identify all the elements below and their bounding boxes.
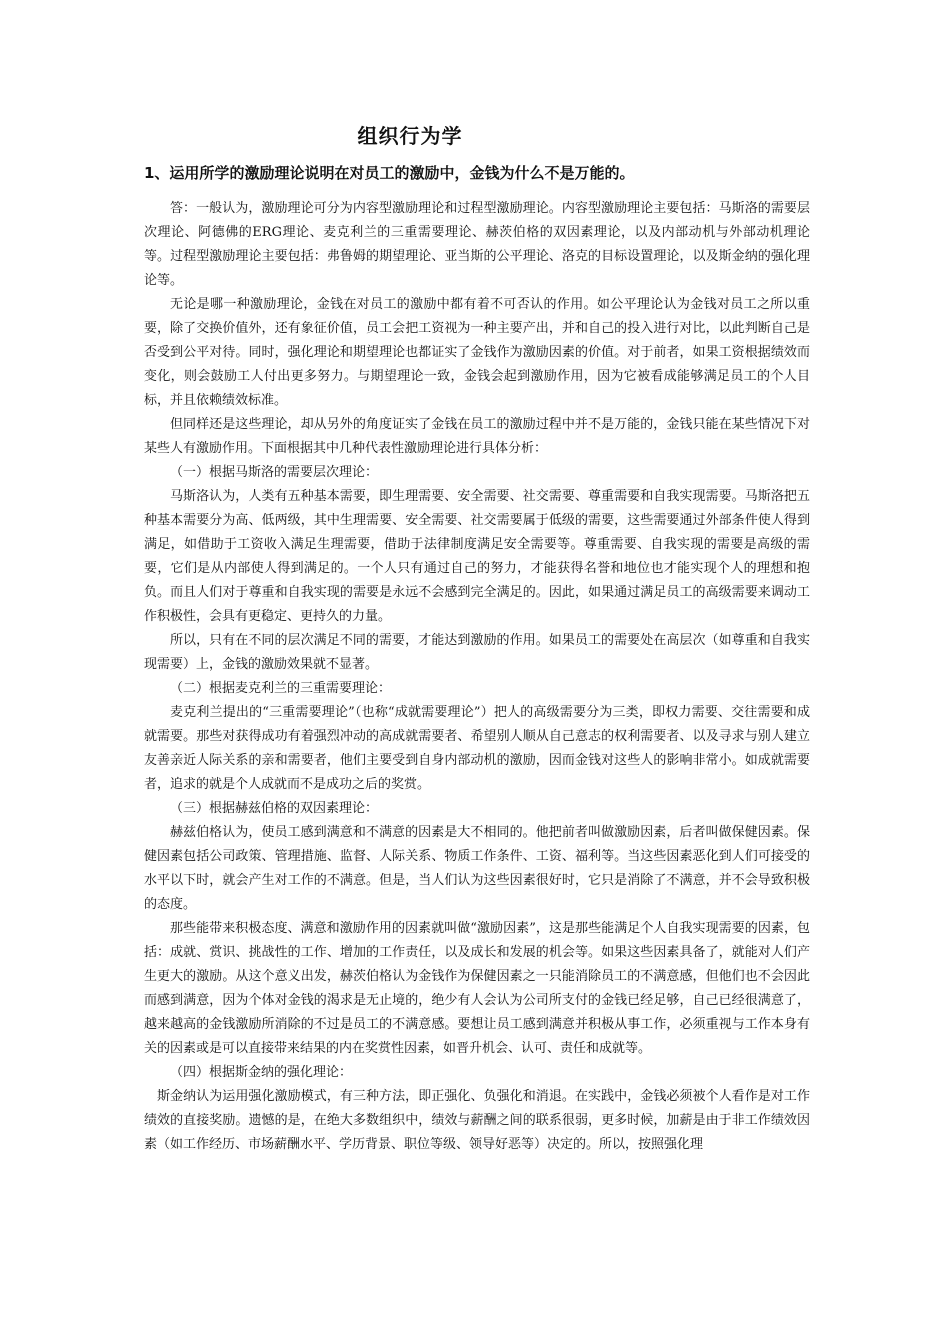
document-title: 组织行为学	[357, 124, 463, 148]
paragraph-not-omnipotent: 但同样还是这些理论，却从另外的角度证实了金钱在员工的激励过程中并不是万能的，金钱只能在某些情况下对某些人有激励作用。下面根据其中几种代表性激励理论进行具体分析：	[144, 417, 810, 456]
paragraph-maslow: 马斯洛认为，人类有五种基本需要，即生理需要、安全需要、社交需要、尊重需要和自我实现需要。马斯洛把五种基本需要分为高、低两级，其中生理需要、安全需要、社交需要属于低级的需要，这些需要通过外部条件使人得到满足，如借助于工资收入满足生理需要，借助于法律制度满足安全需要等。尊重需要、自我实现的需要是高级的需要，它们是从内部使人得到满足的。一个人只有通过自己的努力，才能获得名誉和地位也才能实现个人的理想和抱负。而且人们对于尊重和自我实现的需要是永远不会感到完全满足的。因此，如果通过满足员工的高级需要来调动工作积极性，会具有更稳定、更持久的力量。	[144, 489, 810, 624]
section-heading-mcclelland: （二）根据麦克利兰的三重需要理论：	[170, 681, 392, 696]
document-body	[144, 197, 810, 1157]
paragraph-herzberg-hygiene: 赫兹伯格认为，使员工感到满意和不满意的因素是大不相同的。他把前者叫做激励因素，后者叫做保健因素。保健因素包括公司政策、管理措施、监督、人际关系、物质工作条件、工资、福利等。当这些因素恶化到人们可接受的水平以下时，就会产生对工作的不满意。但是，当人们认为这些因素很好时，它只是消除了不满意，并不会导致积极的态度。	[144, 825, 810, 912]
paragraph-herzberg-motivators: 那些能带来积极态度、满意和激励作用的因素就叫做“激励因素”，这是那些能满足个人自我实现需要的因素，包括：成就、赏识、挑战性的工作、增加的工作责任，以及成长和发展的机会等。如果这些因素具备了，就能对人们产生更大的激励。从这个意义出发，赫茨伯格认为金钱作为保健因素之一只能消除员工的不满意感，但他们也不会因此而感到满意，因为个体对金钱的渴求是无止境的，绝少有人会认为公司所支付的金钱已经足够，自己已经很满意了，越来越高的金钱激励所消除的不过是员工的不满意感。要想让员工感到满意并积极从事工作，必须重视与工作本身有关的因素或是可以直接带来结果的内在奖赏性因素，如晋升机会、认可、责任和成就等。	[144, 921, 810, 1056]
section-heading-herzberg: （三）根据赫兹伯格的双因素理论：	[170, 801, 379, 816]
section-heading-skinner: （四）根据斯金纳的强化理论：	[170, 1065, 353, 1080]
section-heading-maslow: （一）根据马斯洛的需要层次理论：	[170, 465, 379, 480]
paragraph-skinner: 斯金纳认为运用强化激励模式，有三种方法，即正强化、负强化和消退。在实践中，金钱必须被个人看作是对工作绩效的直接奖励。遗憾的是，在绝大多数组织中，绩效与薪酬之间的联系很弱，更多时候，加薪是由于非工作绩效因素（如工作经历、市场薪酬水平、学历背景、职位等级、领导好恶等）决定的。所以，按照强化理	[144, 1089, 810, 1152]
question-heading: 1、运用所学的激励理论说明在对员工的激励中，金钱为什么不是万能的。	[144, 164, 635, 182]
paragraph-maslow-conclusion: 所以，只有在不同的层次满足不同的需要，才能达到激励的作用。如果员工的需要处在高层次（如尊重和自我实现需要）上，金钱的激励效果就不显著。	[144, 633, 810, 672]
paragraph-mcclelland: 麦克利兰提出的“三重需要理论”（也称“成就需要理论”）把人的高级需要分为三类，即权力需要、交往需要和成就需要。那些对获得成功有着强烈冲动的高成就需要者、希望别人顺从自己意志的权利需要者、以及寻求与别人建立友善亲近人际关系的亲和需要者，他们主要受到自身内部动机的激励，因而金钱对这些人的影响非常小。如成就需要者，追求的就是个人成就而不是成功之后的奖赏。	[144, 705, 810, 792]
paragraph-money-role: 无论是哪一种激励理论，金钱在对员工的激励中都有着不可否认的作用。如公平理论认为金钱对员工之所以重要，除了交换价值外，还有象征价值，员工会把工资视为一种主要产出，并和自己的投入进行对比，以此判断自己是否受到公平对待。同时，强化理论和期望理论也都证实了金钱作为激励因素的价值。对于前者，如果工资根据绩效而变化，则会鼓励工人付出更多努力。与期望理论一致，金钱会起到激励作用，因为它被看成能够满足员工的个人目标，并且依赖绩效标准。	[144, 297, 810, 408]
paragraph-answer-intro: 答：一般认为，激励理论可分为内容型激励理论和过程型激励理论。内容型激励理论主要包括：马斯洛的需要层次理论、阿德佛的ERG理论、麦克利兰的三重需要理论、赫茨伯格的双因素理论，以及内部动机与外部动机理论等。过程型激励理论主要包括：弗鲁姆的期望理论、亚当斯的公平理论、洛克的目标设置理论，以及斯金纳的强化理论等。	[144, 201, 810, 288]
